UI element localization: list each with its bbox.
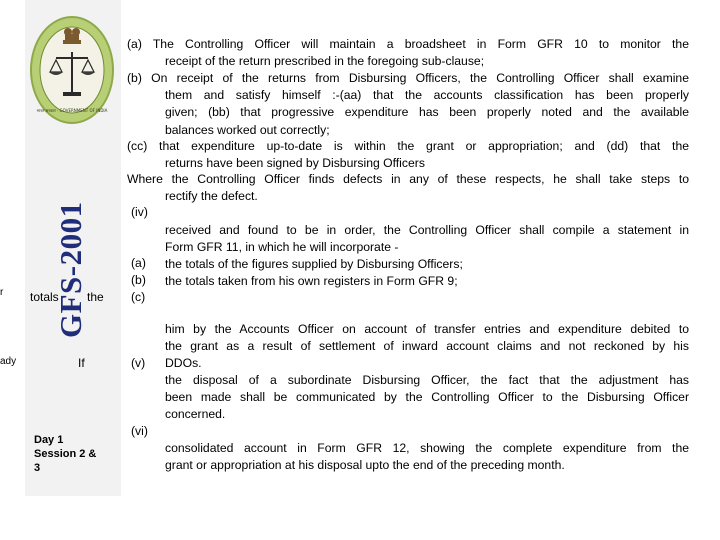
text-line: him by the Accounts Officer on account of transfer entries and expenditure debited to [165,322,689,336]
text-line: (b) On receipt of the returns from Disbursing Officers, the Controlling Officer shall examine [127,71,689,85]
gfs-title: GFS-2001 [53,201,88,338]
marker-c: (c) [131,290,146,304]
text-line: them and satisfy himself :-(aa) that the accounts classification has been properly [165,88,689,103]
text-line: Where the Controlling Officer finds defects in any of these respects, he shall take steps to [127,172,689,186]
marker-a: (a) [131,256,146,270]
text-line: received and found to be in order, the Controlling Officer shall compile a statement in [165,223,689,237]
text-line: given; (bb) that progressive expenditure has been properly noted and the available [165,105,689,120]
text-line: balances worked out correctly; [165,122,330,137]
paragraph-where [127,171,689,205]
text-line: DDOs. [165,356,202,371]
marker-b: (b) [131,273,146,287]
paragraph-vi [165,440,689,474]
paragraph-a [127,36,689,70]
text-line: receipt of the return prescribed in the foregoing sub-clause; [165,54,485,69]
fragment-left-cut-2: ady [0,356,17,367]
text-line: the disposal of a subordinate Disbursing Officer, the fact that the adjustment has [165,373,689,387]
session-text: Day 1 Session 2 & 3 [34,434,97,474]
paragraph-iv [165,222,689,256]
session-label [34,433,114,475]
emblem-text: भारत सरकार · GOVERNMENT OF INDIA [36,108,108,113]
marker-iv: (iv) [131,205,148,219]
marker-v: (v) [131,356,146,370]
text-line: (cc) that expenditure up-to-date is within the grant or appropriation; and (dd) that the [127,139,689,153]
text-line: (a) The Controlling Officer will maintain a broadsheet in Form GFR 10 to monitor the [127,37,689,51]
text-line: concerned. [165,407,226,422]
paragraph-c [165,321,689,373]
text-line: returns have been signed by Disbursing Officers [165,156,425,171]
text-line: rectify the defect. [165,189,258,204]
fragment-if: If [78,356,85,370]
marker-vi: (vi) [131,424,148,438]
fragment-totals: totals [30,290,59,304]
text-line: grant or appropriation at his disposal upto the end of the preceding month. [165,458,565,473]
emblem-logo [29,14,115,126]
text-line: consolidated account in Form GFR 12, showing the complete expenditure from the [165,441,689,455]
text-line: been made shall be communicated by the Controlling Officer to the Disbursing Officer [165,390,689,405]
fragment-left-cut-1: r [0,287,4,298]
paragraph-b [127,70,689,139]
text-line: the grant as a result of settlement of inward account claims and not reckoned by his [165,339,689,354]
item-b: the totals taken from his own registers in Form GFR 9; [165,274,458,288]
fragment-the: the [87,290,104,304]
item-a: the totals of the figures supplied by Disbursing Officers; [165,257,463,271]
paragraph-cc [127,138,689,172]
paragraph-v [165,372,689,424]
text-line: Form GFR 11, in which he will incorporate - [165,240,399,255]
